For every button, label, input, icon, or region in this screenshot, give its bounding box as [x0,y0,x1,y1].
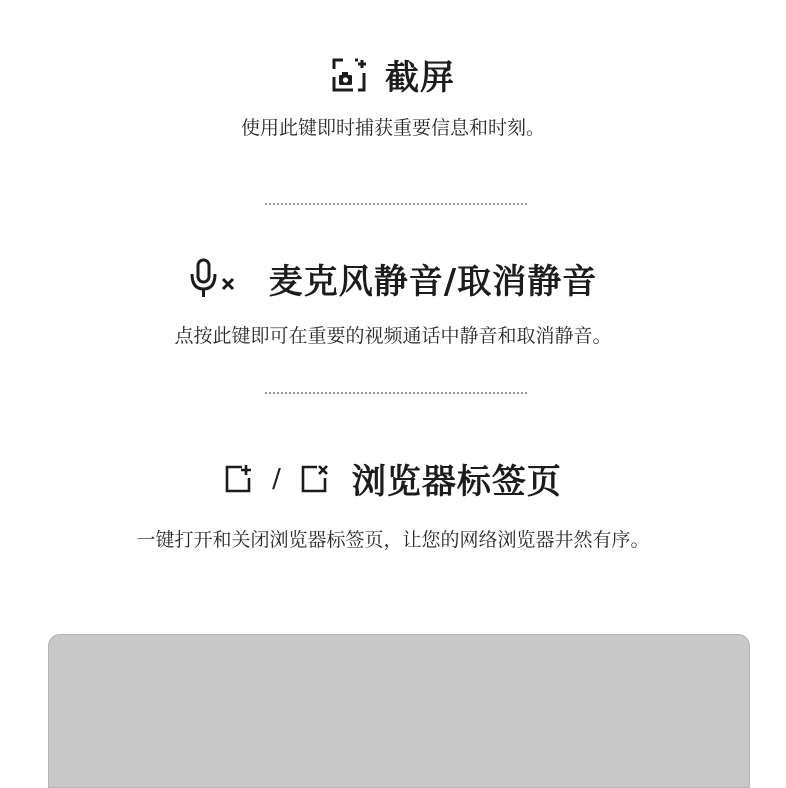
tabs-section [0,454,786,552]
screenshot-section [0,50,786,140]
mic-description: 点按此键即可在重要的视频通话中静音和取消静音。 [174,325,612,347]
mic-mute-icon [189,258,241,300]
keyboard-placeholder [48,634,750,788]
tabs-separator: / [272,463,282,494]
tabs-title: 浏览器标签页 [351,462,562,502]
screenshot-description: 使用此键即时捕获重要信息和时刻。 [240,117,545,139]
mic-title: 麦克风静音/取消静音 [268,262,598,302]
screenshot-title-row [0,50,786,99]
screenshot-title: 截屏 [385,58,455,98]
close-tab-icon [300,464,330,494]
mic-title-row [0,254,786,303]
divider-2 [265,392,527,394]
tabs-description: 一键打开和关闭浏览器标签页，让您的网络浏览器井然有序。 [136,529,650,551]
divider-1 [265,203,527,205]
screenshot-icon [331,57,367,93]
new-tab-icon [224,464,254,494]
tabs-title-row [0,454,786,503]
mic-section [0,254,786,348]
keyboard-image [48,634,748,786]
